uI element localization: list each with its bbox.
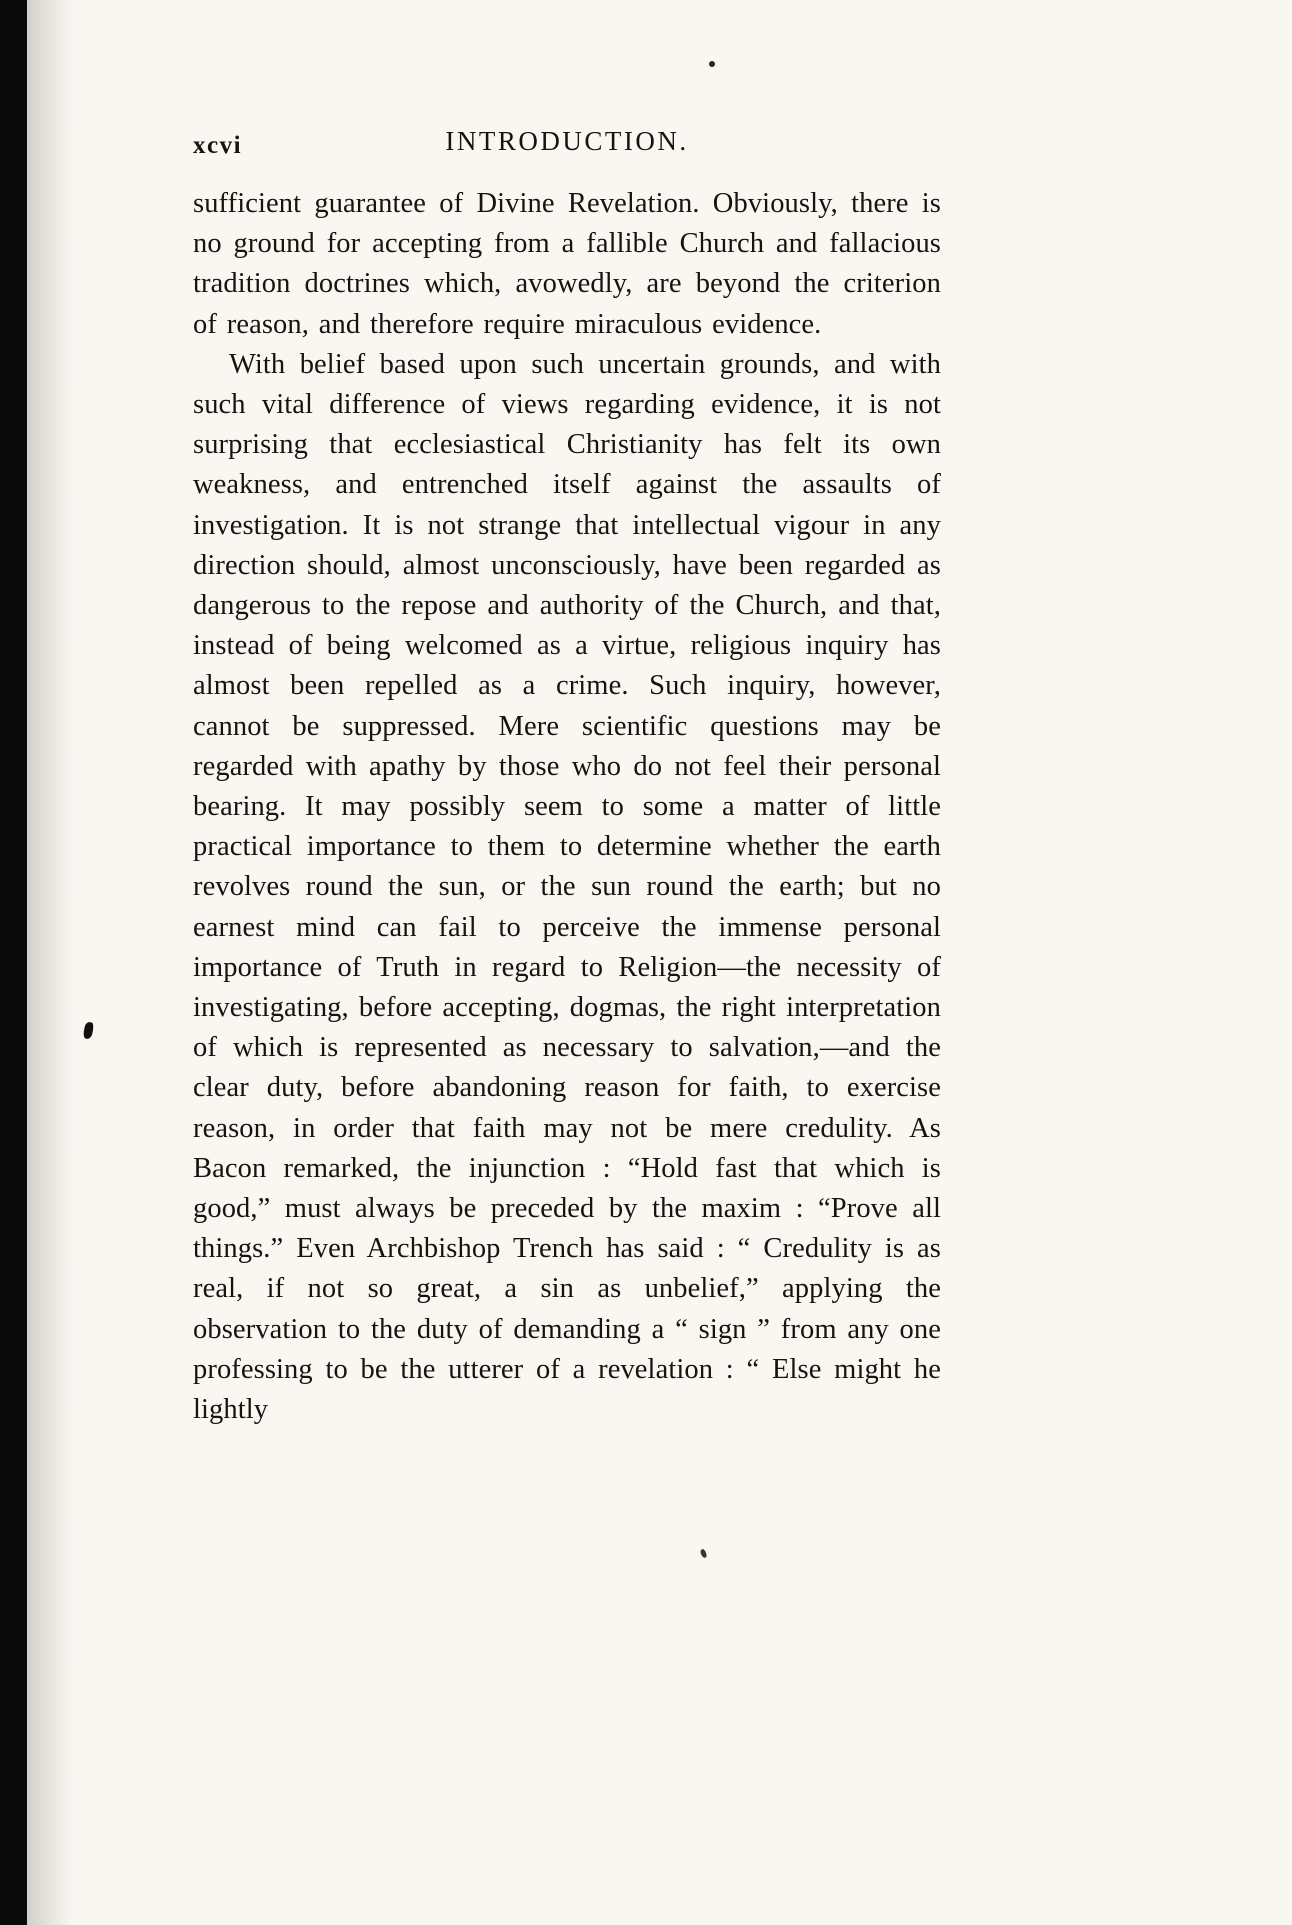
paragraph-main: With belief based upon such uncertain grounds, and with such vital difference of views regarding evidence, it is not surprising that ecclesiastical Christianity has felt its own weakness, and entrenched itself against the assaults of investigation. It is not strange that intellectual vigour in any direction should, almost unconsciously, have been regarded as dangerous to the repose and authority of the Church, and that, instead of being welcomed as a virtue, religious inquiry has almost been repelled as a crime. Such inquiry, however, cannot be suppressed. Mere scientific questions may be regarded with apathy by those who do not feel their personal bearing. It may possibly seem to some a matter of little practical importance to them to determine whether the earth revolves round the sun, or the sun round the earth; but no earnest mind can fail to perceive the immense personal importance of Truth in regard to Religion—the necessity of investigating, before accepting, dogmas, the right interpretation of which is represented as necessary to salvation,—and the clear duty, before abandoning reason for faith, to exercise reason, in order that faith may not be mere credulity. As Bacon remarked, the injunction : “Hold fast that which is good,” must always be preceded by the maxim : “Prove all things.” Even Archbishop Trench has said : “ Credulity is as real, if not so great, a sin as unbelief,” applying the observation to the duty of demanding a “ sign ” from any one professing to be the utterer of a revelation : “ Else might he lightly	[193, 348, 941, 1426]
scan-edge-bar	[0, 0, 27, 1925]
running-title: INTRODUCTION.	[445, 126, 689, 156]
scan-edge-shadow	[27, 0, 73, 1925]
page-number: xcvi	[193, 132, 243, 159]
page-body	[193, 184, 941, 1430]
page-header	[193, 126, 941, 166]
scan-speck	[709, 61, 715, 67]
scan-speck	[700, 1548, 708, 1558]
paragraph-continuation: sufficient guarantee of Divine Revelation. Obviously, there is no ground for accepting from a fallible Church and fallacious tradition doctrines which, avowedly, are beyond the criterion of reason, and therefore require miraculous evidence.	[193, 188, 941, 340]
margin-ink-mark	[82, 1021, 95, 1040]
